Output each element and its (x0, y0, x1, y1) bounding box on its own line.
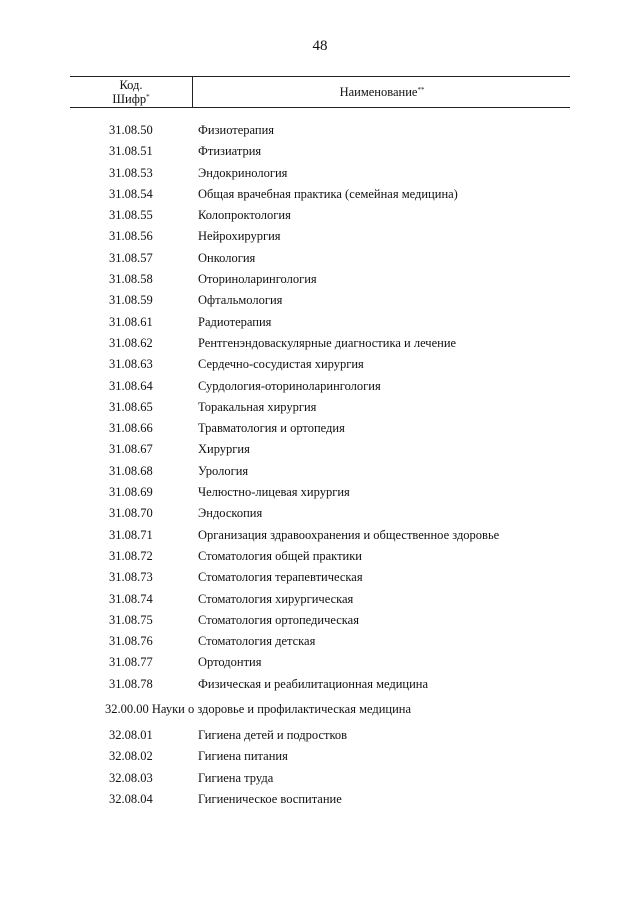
table-row (0, 377, 640, 398)
specialty-name: Сурдология-оториноларингология (198, 378, 381, 393)
name-header-label: Наименование (339, 85, 418, 99)
table-row (0, 206, 640, 227)
specialty-name: Стоматология ортопедическая (198, 612, 359, 627)
specialty-name: Ортодонтия (198, 655, 262, 670)
name-column-header (194, 77, 570, 107)
table-row (0, 121, 640, 142)
specialty-code: 31.08.53 (109, 165, 153, 180)
code-footnote-mark: * (146, 93, 150, 101)
specialty-name: Стоматология общей практики (198, 548, 363, 563)
specialty-code: 31.08.63 (109, 357, 153, 372)
specialty-name: Травматология и ортопедия (198, 421, 345, 436)
specialty-list-section-32 (0, 726, 640, 811)
specialty-code: 32.08.03 (109, 770, 153, 785)
table-row (0, 483, 640, 504)
table-row (0, 790, 640, 811)
specialty-name: Стоматология хирургическая (198, 591, 354, 606)
specialty-name: Эндокринология (198, 165, 288, 180)
specialty-code: 31.08.71 (109, 527, 153, 542)
table-row (0, 632, 640, 653)
specialty-code: 31.08.59 (109, 293, 153, 308)
specialty-code: 31.08.74 (109, 591, 153, 606)
table-row (0, 313, 640, 334)
section-heading: 32.00.00 Науки о здоровье и профилактическая медицина (105, 702, 412, 716)
specialty-name: Челюстно-лицевая хирургия (198, 485, 350, 500)
specialty-code: 31.08.61 (109, 314, 153, 329)
specialty-code: 31.08.66 (109, 421, 153, 436)
specialty-name: Оториноларингология (198, 272, 317, 287)
table-header (70, 76, 570, 108)
table-row (0, 249, 640, 270)
table-row (0, 611, 640, 632)
specialty-code: 31.08.57 (109, 250, 153, 265)
specialty-code: 31.08.77 (109, 655, 153, 670)
code-header-line1: Код. (119, 78, 143, 92)
table-row (0, 653, 640, 674)
table-row (0, 547, 640, 568)
table-row (0, 590, 640, 611)
specialty-name: Стоматология терапевтическая (198, 570, 363, 585)
specialty-name: Организация здравоохранения и общественное здоровье (198, 527, 500, 542)
table-row (0, 355, 640, 376)
specialty-code: 31.08.56 (109, 229, 153, 244)
name-footnote-mark: ** (417, 86, 425, 94)
specialty-name: Колопроктология (198, 208, 291, 223)
specialty-code: 32.08.01 (109, 728, 153, 742)
specialty-code: 31.08.64 (109, 378, 153, 393)
table-row (0, 440, 640, 461)
table-row (0, 726, 640, 747)
specialty-code: 31.08.50 (109, 123, 153, 137)
table-row (0, 675, 640, 696)
specialty-name: Стоматология детская (198, 634, 316, 649)
specialty-code: 31.08.70 (109, 506, 153, 521)
code-column-header (70, 77, 193, 107)
specialty-name: Гигиена питания (198, 749, 288, 764)
table-row (0, 291, 640, 312)
table-row (0, 462, 640, 483)
table-row (0, 419, 640, 440)
table-row (0, 334, 640, 355)
specialty-code: 31.08.78 (109, 676, 153, 691)
page-number: 48 (312, 38, 328, 54)
table-row (0, 227, 640, 248)
specialty-list (0, 121, 640, 696)
specialty-code: 31.08.55 (109, 208, 153, 223)
specialty-code: 31.08.72 (109, 548, 153, 563)
specialty-code: 31.08.58 (109, 272, 153, 287)
specialty-code: 31.08.75 (109, 612, 153, 627)
specialty-code: 31.08.76 (109, 634, 153, 649)
specialty-code: 31.08.65 (109, 399, 153, 414)
table-row (0, 504, 640, 525)
specialty-name: Офтальмология (198, 293, 283, 308)
specialty-name: Фтизиатрия (198, 144, 262, 159)
specialty-name: Рентгенэндоваскулярные диагностика и лечение (198, 335, 457, 350)
specialty-code: 32.08.04 (109, 791, 153, 806)
specialty-name: Гигиена детей и подростков (198, 728, 348, 742)
specialty-name: Физиотерапия (198, 123, 275, 137)
specialty-name: Сердечно-сосудистая хирургия (198, 357, 364, 372)
specialty-name: Онкология (198, 250, 256, 265)
specialty-code: 31.08.73 (109, 570, 153, 585)
specialty-code: 31.08.62 (109, 335, 153, 350)
table-row (0, 185, 640, 206)
code-header-line2 (70, 92, 192, 106)
specialty-name: Эндоскопия (198, 506, 263, 521)
table-row (0, 769, 640, 790)
specialty-code: 31.08.68 (109, 463, 153, 478)
specialty-name: Урология (198, 463, 249, 478)
table-row (0, 164, 640, 185)
specialty-code: 31.08.67 (109, 442, 153, 457)
table-row (0, 568, 640, 589)
specialty-name: Гигиеническое воспитание (198, 791, 342, 806)
specialty-name: Гигиена труда (198, 770, 274, 785)
specialty-code: 31.08.54 (109, 186, 153, 201)
specialty-name: Нейрохирургия (198, 229, 281, 244)
specialty-name: Хирургия (198, 442, 250, 457)
table-row (0, 526, 640, 547)
code-header-label: Шифр (112, 92, 147, 106)
table-row (0, 270, 640, 291)
specialty-name: Торакальная хирургия (198, 399, 317, 414)
specialty-name: Радиотерапия (198, 314, 272, 329)
specialty-code: 31.08.69 (109, 485, 153, 500)
specialty-code: 31.08.51 (109, 144, 153, 159)
table-row (0, 142, 640, 163)
specialty-code: 32.08.02 (109, 749, 153, 764)
table-row (0, 398, 640, 419)
specialty-name: Общая врачебная практика (семейная медицина) (198, 186, 458, 201)
specialty-name: Физическая и реабилитационная медицина (198, 676, 429, 691)
table-row (0, 747, 640, 768)
